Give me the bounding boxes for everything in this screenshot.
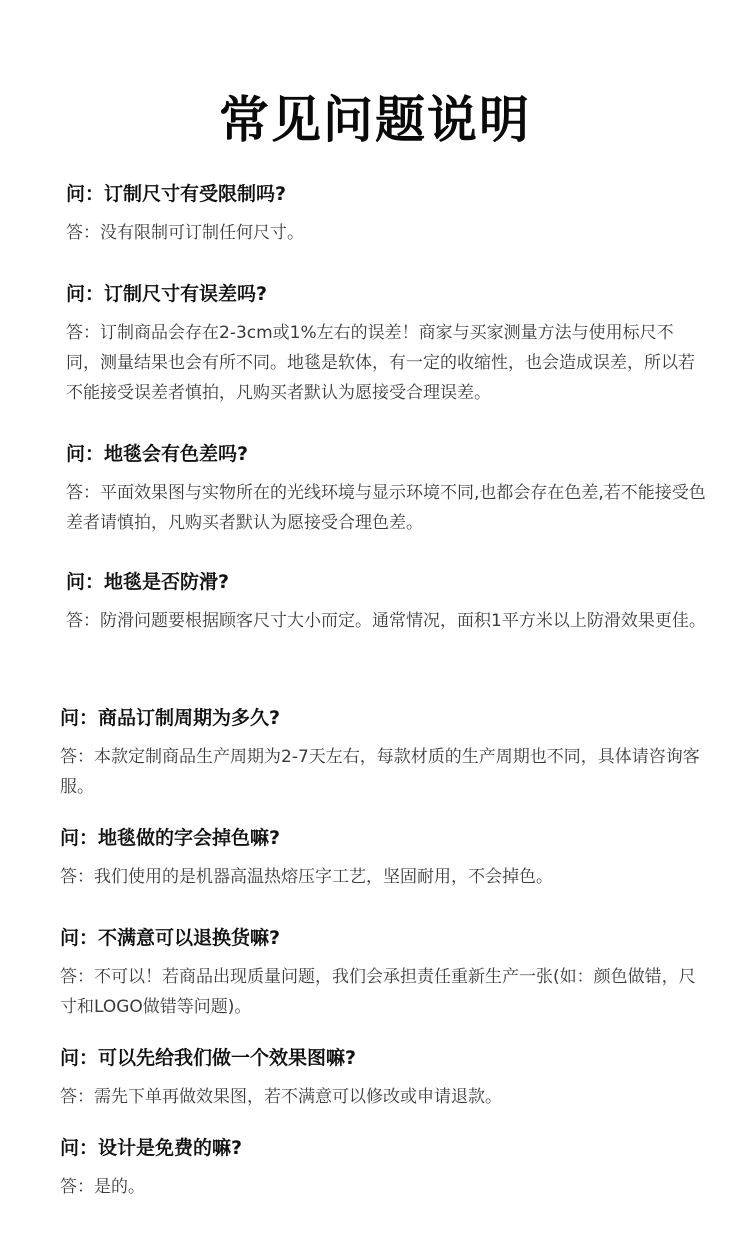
faq-item [66,180,706,248]
faq-question: 问：设计是免费的嘛? [60,1137,243,1159]
faq-question: 问：地毯会有色差吗? [66,443,249,465]
faq-answer: 答：需先下单再做效果图，若不满意可以修改或申请退款。 [60,1087,502,1107]
faq-answer: 答：订制商品会存在2-3cm或1%左右的误差！商家与买家测量方法与使用标尺不同，测量结果也会有所不同。地毯是软体，有一定的收缩性，也会造成误差，所以若不能接受误差者慎拍，凡购买者默认为愿接受合理误差。 [66,323,695,403]
faq-item [60,1044,700,1112]
faq-question: 问：商品订制周期为多久? [60,707,281,729]
page-title: 常见问题说明 [219,91,531,149]
faq-question: 问：订制尺寸有误差吗? [66,283,268,305]
faq-item [60,1134,700,1202]
faq-answer: 答：我们使用的是机器高温热熔压字工艺，坚固耐用，不会掉色。 [60,867,553,887]
faq-item [60,924,700,1022]
faq-answer: 答：本款定制商品生产周期为2-7天左右，每款材质的生产周期也不同，具体请咨询客服。 [60,747,700,797]
faq-answer: 答：平面效果图与实物所在的光线环境与显示环境不同,也都会存在色差,若不能接受色差者请慎拍，凡购买者默认为愿接受合理色差。 [66,483,706,533]
faq-question: 问：地毯是否防滑? [66,571,230,593]
faq-question: 问：可以先给我们做一个效果图嘛? [60,1047,357,1069]
faq-question: 问：订制尺寸有受限制吗? [66,183,287,205]
faq-item [66,280,706,408]
faq-item [66,568,706,636]
faq-answer: 答：没有限制可订制任何尺寸。 [66,223,304,243]
faq-answer: 答：不可以！若商品出现质量问题，我们会承担责任重新生产一张(如：颜色做错，尺寸和LOGO做错等问题)。 [60,967,696,1017]
faq-item [60,824,700,892]
faq-question: 问：地毯做的字会掉色嘛? [60,827,281,849]
faq-answer: 答：防滑问题要根据顾客尺寸大小而定。通常情况，面积1平方米以上防滑效果更佳。 [66,611,706,631]
faq-answer: 答：是的。 [60,1177,145,1197]
faq-item [66,440,706,538]
faq-question: 问：不满意可以退换货嘛? [60,927,281,949]
faq-item [60,704,700,802]
